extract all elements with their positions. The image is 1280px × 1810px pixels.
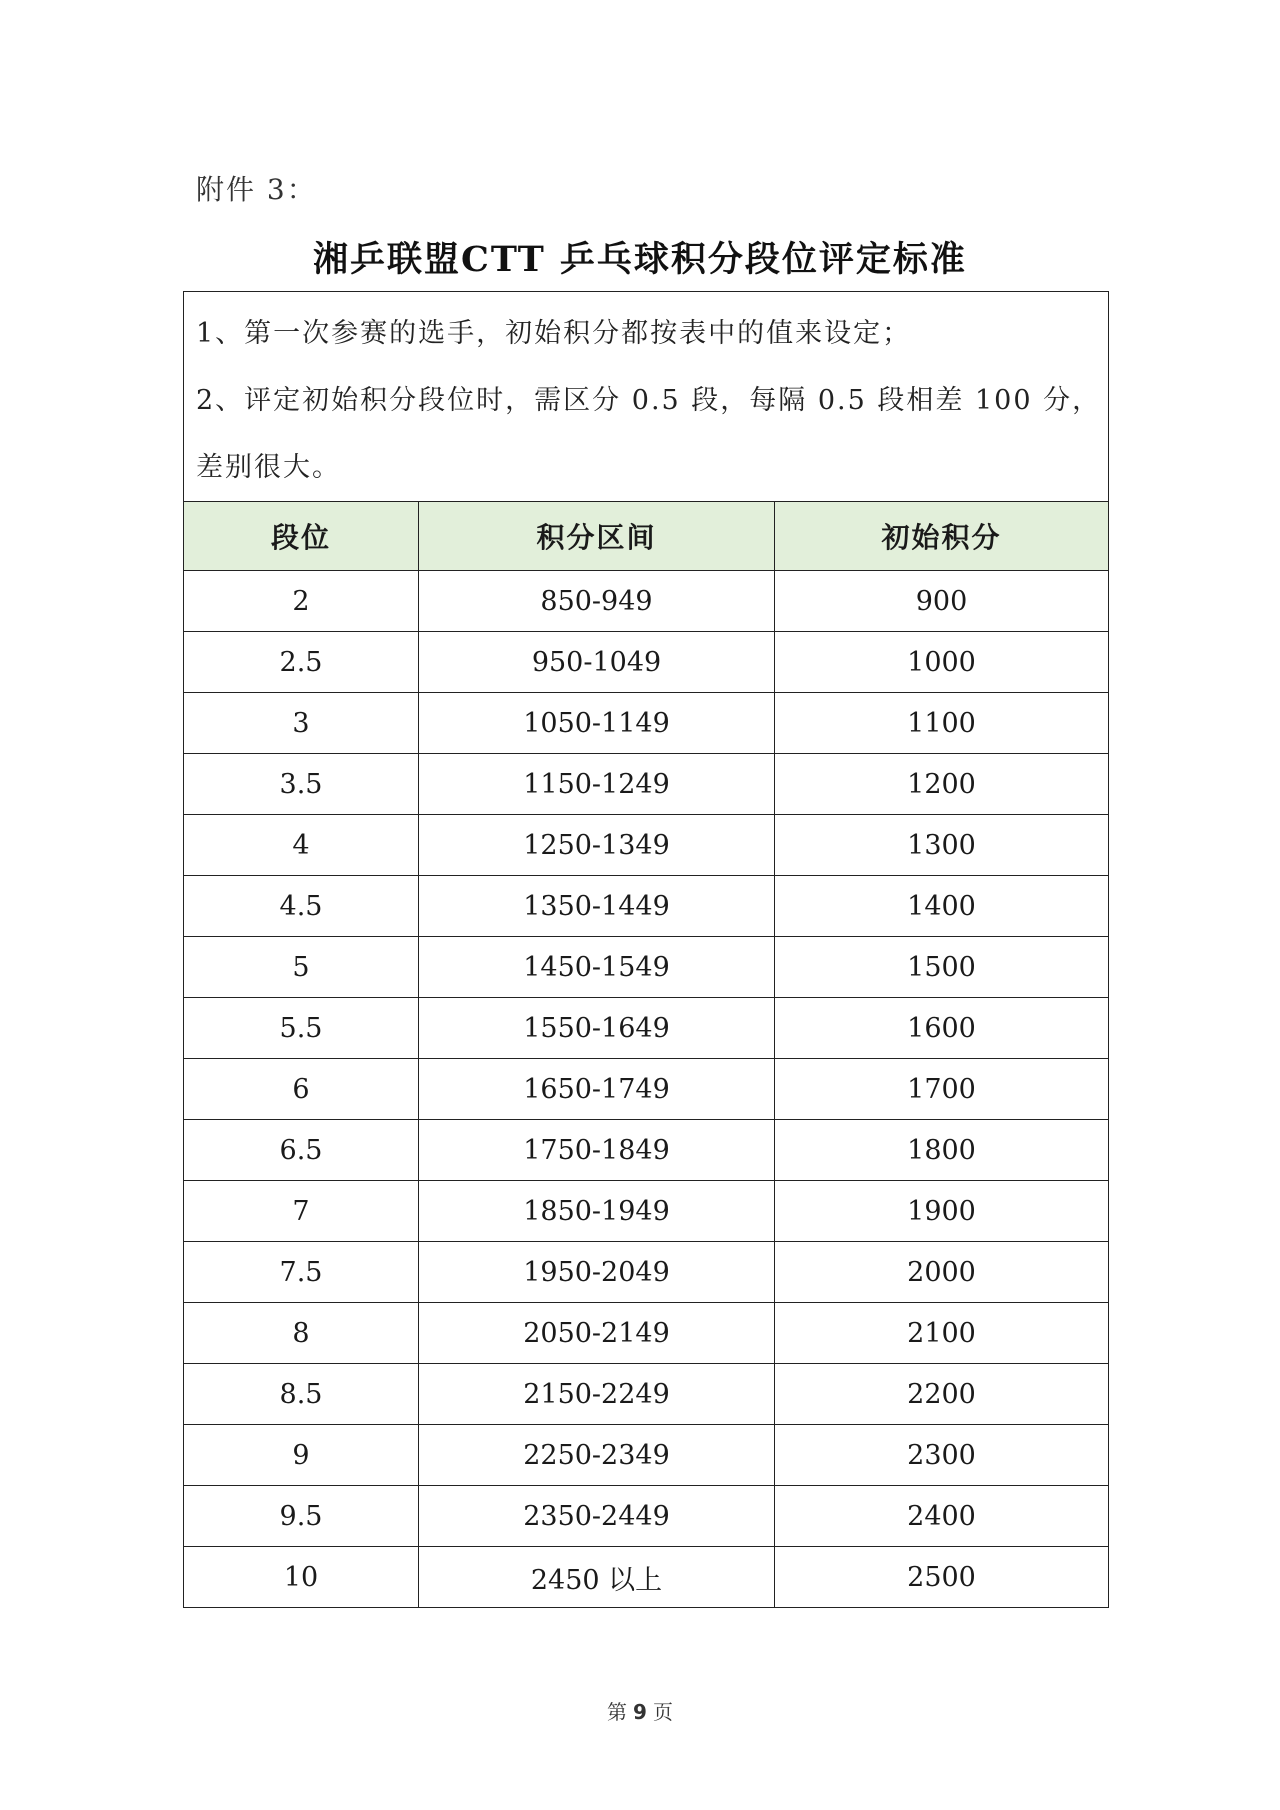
cell-initial-score: 2500: [775, 1547, 1109, 1608]
cell-level: 2.5: [184, 632, 419, 693]
cell-score-range: 1950-2049: [419, 1242, 775, 1303]
cell-level: 3.5: [184, 754, 419, 815]
cell-initial-score: 1600: [775, 998, 1109, 1059]
cell-score-range: 2250-2349: [419, 1425, 775, 1486]
cell-level: 6.5: [184, 1120, 419, 1181]
cell-score-range: 1850-1949: [419, 1181, 775, 1242]
notes-cell: [184, 292, 1109, 502]
table-row: [184, 1486, 1109, 1547]
cell-initial-score: 1200: [775, 754, 1109, 815]
footer-page-number: 9: [633, 1700, 647, 1724]
cell-level: 3: [184, 693, 419, 754]
cell-score-range: 850-949: [419, 571, 775, 632]
cell-score-range: 1250-1349: [419, 815, 775, 876]
cell-initial-score: 1100: [775, 693, 1109, 754]
cell-initial-score: 2400: [775, 1486, 1109, 1547]
cell-score-range: 1150-1249: [419, 754, 775, 815]
table-row: [184, 876, 1109, 937]
table-row: [184, 815, 1109, 876]
cell-score-range: 1450-1549: [419, 937, 775, 998]
cell-initial-score: 2200: [775, 1364, 1109, 1425]
table-row: [184, 998, 1109, 1059]
table-row: [184, 1425, 1109, 1486]
table-row: [184, 1242, 1109, 1303]
cell-initial-score: 1900: [775, 1181, 1109, 1242]
cell-initial-score: 1000: [775, 632, 1109, 693]
table-row: [184, 693, 1109, 754]
cell-initial-score: 1300: [775, 815, 1109, 876]
column-header-initial-score: 初始积分: [775, 502, 1109, 571]
note-line-1: 1、第一次参赛的选手，初始积分都按表中的值来设定；: [196, 318, 912, 349]
cell-score-range: 2350-2449: [419, 1486, 775, 1547]
table-row: [184, 1181, 1109, 1242]
cell-level: 4: [184, 815, 419, 876]
table-row: [184, 1120, 1109, 1181]
rating-table: [183, 291, 1109, 1608]
cell-level: 8: [184, 1303, 419, 1364]
cell-level: 9.5: [184, 1486, 419, 1547]
cell-level: 7.5: [184, 1242, 419, 1303]
page-title: 湘乒联盟CTT 乒乓球积分段位评定标准: [313, 239, 967, 280]
cell-initial-score: 2300: [775, 1425, 1109, 1486]
table-row: [184, 1547, 1109, 1608]
cell-score-range: 1650-1749: [419, 1059, 775, 1120]
cell-level: 4.5: [184, 876, 419, 937]
cell-score-range: 1550-1649: [419, 998, 775, 1059]
footer-prefix: 第: [607, 1700, 628, 1724]
attachment-label: 附件 3：: [196, 173, 317, 206]
cell-level: 8.5: [184, 1364, 419, 1425]
cell-level: 5.5: [184, 998, 419, 1059]
notes-row: [184, 292, 1109, 502]
cell-score-range: 2050-2149: [419, 1303, 775, 1364]
note-line-2: 2、评定初始积分段位时，需区分 0.5 段，每隔 0.5 段相差 100 分，: [196, 385, 1102, 416]
cell-level: 7: [184, 1181, 419, 1242]
cell-initial-score: 1400: [775, 876, 1109, 937]
table-row: [184, 571, 1109, 632]
cell-score-range: 1050-1149: [419, 693, 775, 754]
table-header-row: [184, 502, 1109, 571]
column-header-score-range: 积分区间: [419, 502, 775, 571]
cell-score-range: 1350-1449: [419, 876, 775, 937]
table-row: [184, 1303, 1109, 1364]
footer-suffix: 页: [652, 1700, 673, 1724]
cell-initial-score: 2000: [775, 1242, 1109, 1303]
column-header-level: 段位: [184, 502, 419, 571]
table-row: [184, 1059, 1109, 1120]
cell-level: 9: [184, 1425, 419, 1486]
cell-level: 10: [184, 1547, 419, 1608]
cell-score-range: 950-1049: [419, 632, 775, 693]
cell-level: 5: [184, 937, 419, 998]
cell-score-range: 1750-1849: [419, 1120, 775, 1181]
table-row: [184, 754, 1109, 815]
cell-initial-score: 1800: [775, 1120, 1109, 1181]
note-line-3: 差别很大。: [196, 452, 341, 483]
table-row: [184, 632, 1109, 693]
cell-initial-score: 1500: [775, 937, 1109, 998]
page-footer: [0, 1696, 1280, 1725]
cell-score-range: 2450 以上: [419, 1547, 775, 1608]
cell-initial-score: 1700: [775, 1059, 1109, 1120]
table-row: [184, 937, 1109, 998]
cell-score-range: 2150-2249: [419, 1364, 775, 1425]
cell-level: 6: [184, 1059, 419, 1120]
cell-initial-score: 2100: [775, 1303, 1109, 1364]
cell-level: 2: [184, 571, 419, 632]
cell-initial-score: 900: [775, 571, 1109, 632]
table-row: [184, 1364, 1109, 1425]
